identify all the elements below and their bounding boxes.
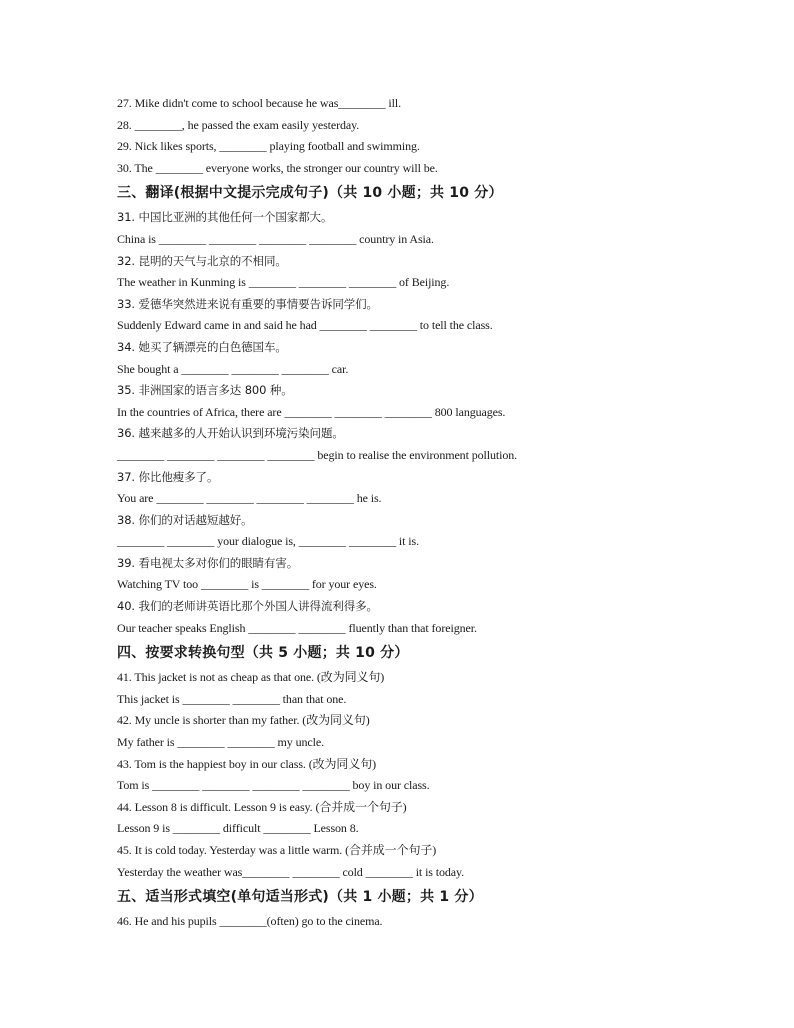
question-32-answer: The weather in Kunming is ________ ________ ________ of Beijing. [117, 275, 450, 290]
section-3-heading: 三、翻译(根据中文提示完成句子)（共 10 小题；共 10 分） [117, 185, 503, 202]
question-35-prompt: 35. 非洲国家的语言多达 800 种。 [117, 383, 293, 398]
question-44-answer: Lesson 9 is ________ difficult ________ Lesson 8. [117, 821, 359, 836]
exam-page [117, 93, 717, 933]
section-5-heading: 五、适当形式填空(单句适当形式)（共 1 小题；共 1 分） [117, 889, 483, 906]
question-41-prompt: 41. This jacket is not as cheap as that one. (改为同义句) [117, 670, 385, 685]
question-36-answer: ________ ________ ________ ________ begin to realise the environment pollution. [117, 447, 518, 462]
question-43-prompt: 43. Tom is the happiest boy in our class. (改为同义句) [117, 756, 377, 771]
question-45-answer: Yesterday the weather was________ ________ cold ________ it is today. [117, 864, 465, 879]
question-37-answer: You are ________ ________ ________ ________ he is. [117, 491, 382, 506]
question-38-prompt: 38. 你们的对话越短越好。 [117, 512, 253, 527]
question-37-prompt: 37. 你比他瘦多了。 [117, 469, 219, 484]
question-42-prompt: 42. My uncle is shorter than my father. (改为同义句) [117, 713, 370, 728]
question-45-prompt: 45. It is cold today. Yesterday was a little warm. (合并成一个句子) [117, 843, 437, 857]
question-27: 27. Mike didn't come to school because he was________ ill. [117, 96, 401, 110]
question-28: 28. ________, he passed the exam easily yesterday. [117, 117, 360, 132]
question-40-prompt: 40. 我们的老师讲英语比那个外国人讲得流利得多。 [117, 599, 378, 614]
question-33-prompt: 33. 爱德华突然进来说有重要的事情要告诉同学们。 [117, 296, 378, 311]
question-39-prompt: 39. 看电视太多对你们的眼睛有害。 [117, 555, 299, 570]
question-31-prompt: 31. 中国比亚洲的其他任何一个国家都大。 [117, 210, 333, 225]
question-43-answer: Tom is ________ ________ ________ ________ boy in our class. [117, 778, 430, 793]
question-46: 46. He and his pupils ________(often) go to the cinema. [117, 914, 383, 929]
question-35-answer: In the countries of Africa, there are ________ ________ ________ 800 languages. [117, 404, 506, 419]
question-38-answer: ________ ________ your dialogue is, ________ ________ it is. [117, 534, 419, 549]
question-44-prompt: 44. Lesson 8 is difficult. Lesson 9 is easy. (合并成一个句子) [117, 799, 407, 814]
question-42-answer: My father is ________ ________ my uncle. [117, 735, 324, 750]
question-32-prompt: 32. 昆明的天气与北京的不相同。 [117, 253, 287, 268]
question-31-answer: China is ________ ________ ________ ________ country in Asia. [117, 231, 434, 246]
question-41-answer: This jacket is ________ ________ than that one. [117, 691, 347, 706]
question-40-answer: Our teacher speaks English ________ ________ fluently than that foreigner. [117, 620, 477, 635]
question-29: 29. Nick likes sports, ________ playing football and swimming. [117, 139, 420, 154]
question-33-answer: Suddenly Edward came in and said he had ________ ________ to tell the class. [117, 318, 493, 333]
question-39-answer: Watching TV too ________ is ________ for your eyes. [117, 577, 377, 592]
question-30: 30. The ________ everyone works, the stronger our country will be. [117, 160, 438, 175]
question-34-answer: She bought a ________ ________ ________ car. [117, 361, 349, 376]
section-4-heading: 四、按要求转换句型（共 5 小题；共 10 分） [117, 645, 409, 662]
question-34-prompt: 34. 她买了辆漂亮的白色德国车。 [117, 339, 287, 354]
question-36-prompt: 36. 越来越多的人开始认识到环境污染问题。 [117, 426, 344, 441]
